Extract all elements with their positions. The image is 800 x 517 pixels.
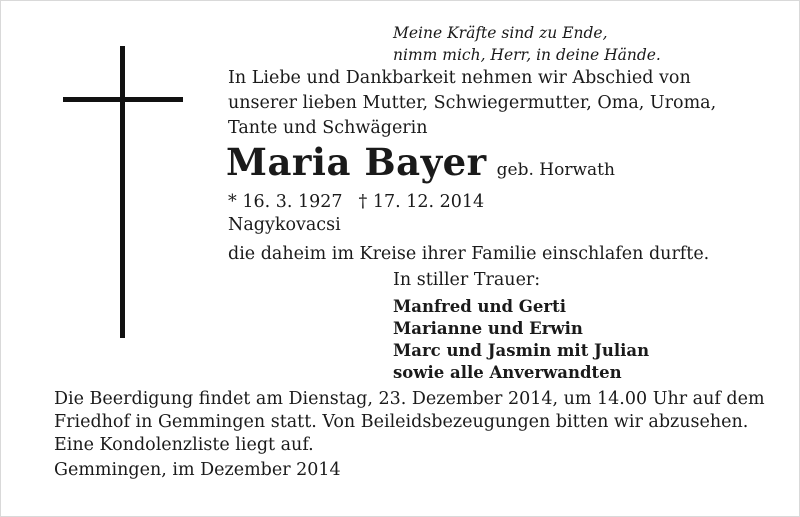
mourning-heading: In stiller Trauer: <box>393 270 541 290</box>
mourner-entry: Marianne und Erwin <box>393 319 583 338</box>
intro-line: In Liebe und Dankbarkeit nehmen wir Abschied von <box>228 68 691 88</box>
maiden-name: geb. Horwath <box>496 160 615 180</box>
mourner-entry: sowie alle Anverwandten <box>393 363 622 382</box>
cross-vertical-bar <box>120 46 125 338</box>
quote-line: Meine Kräfte sind zu Ende, <box>393 24 608 42</box>
funeral-line: Friedhof in Gemmingen statt. Von Beileidsbezeugungen bitten wir abzusehen. <box>54 412 749 432</box>
cross-horizontal-bar <box>63 97 183 102</box>
place-date-closing: Gemmingen, im Dezember 2014 <box>54 460 341 480</box>
mourner-entry: Manfred und Gerti <box>393 297 566 316</box>
passing-text: die daheim im Kreise ihrer Familie einschlafen durfte. <box>228 244 710 264</box>
mourners-list <box>393 296 649 384</box>
life-dates <box>228 190 484 214</box>
deceased-name: Maria Bayer <box>226 140 487 184</box>
birthplace: Nagykovacsi <box>228 215 341 235</box>
funeral-line: Die Beerdigung findet am Dienstag, 23. Dezember 2014, um 14.00 Uhr auf dem <box>54 389 765 409</box>
death-date: † 17. 12. 2014 <box>358 192 485 212</box>
deceased-name-row <box>226 137 615 187</box>
funeral-line: Eine Kondolenzliste liegt auf. <box>54 435 314 455</box>
bible-quote <box>393 22 661 66</box>
intro-text <box>228 66 716 141</box>
intro-line: unserer lieben Mutter, Schwiegermutter, Oma, Uroma, <box>228 93 717 113</box>
birth-date: * 16. 3. 1927 <box>228 192 343 212</box>
intro-line: Tante und Schwägerin <box>228 118 428 138</box>
funeral-info <box>54 388 765 457</box>
quote-line: nimm mich, Herr, in deine Hände. <box>393 46 661 64</box>
mourner-entry: Marc und Jasmin mit Julian <box>393 341 650 360</box>
